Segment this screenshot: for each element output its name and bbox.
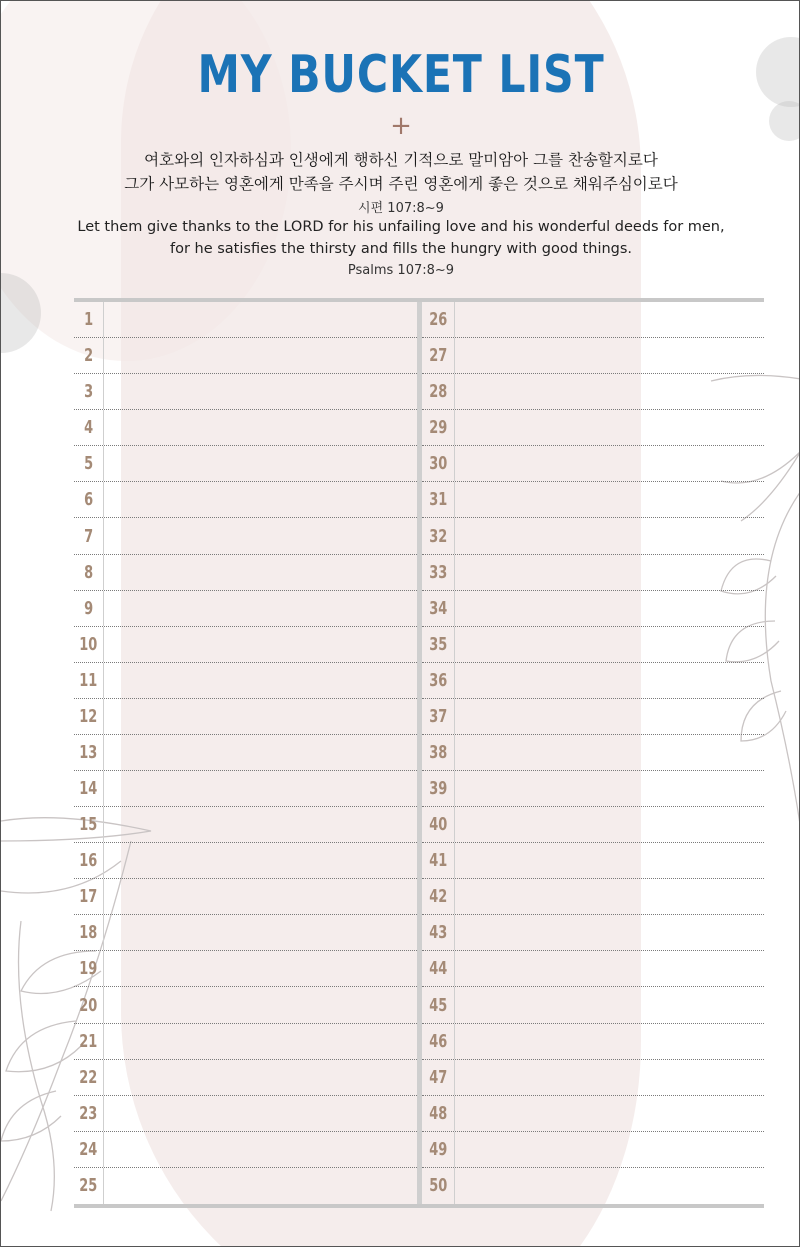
item-number bbox=[74, 518, 104, 553]
item-number bbox=[74, 735, 104, 770]
item-number bbox=[422, 1096, 455, 1131]
item-number bbox=[422, 374, 455, 409]
write-line[interactable] bbox=[453, 410, 764, 445]
write-line[interactable] bbox=[105, 807, 417, 842]
item-number-label: 1 bbox=[83, 309, 94, 331]
item-number bbox=[74, 1096, 104, 1131]
list-item bbox=[422, 410, 764, 446]
write-line[interactable] bbox=[453, 1060, 764, 1095]
item-number-label: 39 bbox=[428, 778, 448, 800]
write-line[interactable] bbox=[453, 591, 764, 626]
write-line[interactable] bbox=[453, 1132, 764, 1167]
item-number bbox=[422, 987, 455, 1022]
item-number bbox=[74, 338, 104, 373]
write-line[interactable] bbox=[105, 555, 417, 590]
item-number-label: 47 bbox=[428, 1066, 448, 1088]
item-number-label: 33 bbox=[428, 561, 448, 583]
list-item bbox=[422, 735, 764, 771]
item-number bbox=[74, 663, 104, 698]
verse-korean-line2: 그가 사모하는 영혼에게 만족을 주시며 주린 영혼에게 좋은 것으로 채워주심이로다 bbox=[124, 175, 678, 193]
list-item bbox=[422, 1096, 764, 1132]
write-line[interactable] bbox=[105, 1132, 417, 1167]
list-item bbox=[74, 843, 417, 879]
item-number bbox=[422, 518, 455, 553]
item-number-label: 22 bbox=[79, 1066, 98, 1088]
item-number-label: 11 bbox=[79, 669, 98, 691]
list-item bbox=[74, 807, 417, 843]
write-line[interactable] bbox=[105, 663, 417, 698]
write-line[interactable] bbox=[453, 807, 764, 842]
item-number bbox=[422, 302, 455, 337]
item-number bbox=[74, 482, 104, 517]
list-item bbox=[422, 374, 764, 410]
item-number bbox=[74, 915, 104, 950]
item-number-label: 2 bbox=[83, 345, 94, 367]
write-line[interactable] bbox=[453, 915, 764, 950]
item-number-label: 36 bbox=[428, 669, 448, 691]
item-number-label: 19 bbox=[79, 958, 98, 980]
write-line[interactable] bbox=[453, 951, 764, 986]
write-line[interactable] bbox=[105, 302, 417, 337]
list-item bbox=[74, 627, 417, 663]
write-line[interactable] bbox=[453, 879, 764, 914]
list-item bbox=[422, 591, 764, 627]
write-line[interactable] bbox=[105, 699, 417, 734]
item-number-label: 23 bbox=[79, 1102, 98, 1124]
write-line[interactable] bbox=[453, 663, 764, 698]
write-line[interactable] bbox=[453, 699, 764, 734]
item-number bbox=[74, 1024, 104, 1059]
verse-english-line1: Let them give thanks to the LORD for his unfailing love and his wonderful deeds for men, bbox=[77, 219, 725, 235]
write-line[interactable] bbox=[453, 302, 764, 337]
left-column bbox=[74, 302, 417, 1204]
item-number-label: 4 bbox=[83, 417, 94, 439]
write-line[interactable] bbox=[105, 915, 417, 950]
item-number-label: 13 bbox=[79, 741, 98, 763]
right-column bbox=[422, 302, 764, 1204]
item-number-label: 15 bbox=[79, 814, 98, 836]
list-item bbox=[422, 879, 764, 915]
item-number-label: 49 bbox=[428, 1138, 448, 1160]
write-line[interactable] bbox=[105, 735, 417, 770]
write-line[interactable] bbox=[453, 446, 764, 481]
item-number bbox=[74, 699, 104, 734]
item-number bbox=[74, 627, 104, 662]
item-number bbox=[74, 410, 104, 445]
write-line[interactable] bbox=[105, 627, 417, 662]
list-item bbox=[74, 1132, 417, 1168]
list-item bbox=[74, 555, 417, 591]
item-number-label: 41 bbox=[428, 850, 448, 872]
write-line[interactable] bbox=[105, 591, 417, 626]
list-item bbox=[422, 699, 764, 735]
item-number bbox=[422, 446, 455, 481]
item-number bbox=[74, 879, 104, 914]
item-number bbox=[422, 1132, 455, 1167]
write-line[interactable] bbox=[105, 374, 417, 409]
verse-korean-line1: 여호와의 인자하심과 인생에게 행하신 기적으로 말미암아 그를 찬송할지로다 bbox=[144, 151, 658, 169]
item-number-label: 8 bbox=[83, 561, 94, 583]
item-number-label: 34 bbox=[428, 597, 448, 619]
item-number bbox=[74, 302, 104, 337]
list-item bbox=[74, 771, 417, 807]
write-line[interactable] bbox=[105, 1024, 417, 1059]
list-item bbox=[422, 338, 764, 374]
item-number-label: 48 bbox=[428, 1102, 448, 1124]
list-item bbox=[422, 915, 764, 951]
item-number-label: 7 bbox=[83, 525, 94, 547]
item-number bbox=[422, 699, 455, 734]
item-number bbox=[74, 987, 104, 1022]
item-number bbox=[422, 1168, 455, 1204]
write-line[interactable] bbox=[105, 843, 417, 878]
item-number bbox=[422, 771, 455, 806]
list-item bbox=[422, 1132, 764, 1168]
list-item bbox=[422, 518, 764, 554]
item-number-label: 12 bbox=[79, 705, 98, 727]
item-number bbox=[422, 663, 455, 698]
table-bottom-border bbox=[74, 1204, 764, 1208]
write-line[interactable] bbox=[453, 735, 764, 770]
item-number-label: 38 bbox=[428, 741, 448, 763]
list-item bbox=[422, 843, 764, 879]
item-number-label: 31 bbox=[428, 489, 448, 511]
list-item bbox=[74, 482, 417, 518]
item-number-label: 50 bbox=[428, 1175, 448, 1197]
list-item bbox=[74, 374, 417, 410]
item-number-label: 5 bbox=[83, 453, 94, 475]
list-item bbox=[74, 591, 417, 627]
item-number bbox=[74, 771, 104, 806]
list-item bbox=[422, 1168, 764, 1204]
list-item bbox=[74, 1168, 417, 1204]
list-item bbox=[422, 771, 764, 807]
list-item bbox=[422, 663, 764, 699]
item-number bbox=[74, 374, 104, 409]
item-number bbox=[422, 627, 455, 662]
item-number-label: 28 bbox=[428, 381, 448, 403]
item-number bbox=[74, 1132, 104, 1167]
write-line[interactable] bbox=[453, 338, 764, 373]
list-item bbox=[74, 446, 417, 482]
write-line[interactable] bbox=[453, 518, 764, 553]
item-number bbox=[74, 807, 104, 842]
list-item bbox=[74, 1096, 417, 1132]
list-item bbox=[422, 482, 764, 518]
write-line[interactable] bbox=[105, 987, 417, 1022]
list-item bbox=[422, 951, 764, 987]
list-item bbox=[74, 1060, 417, 1096]
item-number bbox=[422, 1024, 455, 1059]
item-number-label: 42 bbox=[428, 886, 448, 908]
verse-korean-reference: 시편 107:8~9 bbox=[358, 201, 444, 216]
item-number-label: 32 bbox=[428, 525, 448, 547]
item-number bbox=[422, 1060, 455, 1095]
list-item bbox=[422, 807, 764, 843]
write-line[interactable] bbox=[105, 446, 417, 481]
list-item bbox=[422, 302, 764, 338]
item-number-label: 30 bbox=[428, 453, 448, 475]
item-number bbox=[422, 951, 455, 986]
item-number-label: 35 bbox=[428, 633, 448, 655]
item-number-label: 20 bbox=[79, 994, 98, 1016]
write-line[interactable] bbox=[105, 1060, 417, 1095]
write-line[interactable] bbox=[453, 1024, 764, 1059]
item-number-label: 17 bbox=[79, 886, 98, 908]
write-line[interactable] bbox=[105, 1096, 417, 1131]
item-number bbox=[422, 807, 455, 842]
item-number bbox=[74, 1060, 104, 1095]
write-line[interactable] bbox=[105, 338, 417, 373]
item-number-label: 18 bbox=[79, 922, 98, 944]
list-item bbox=[74, 951, 417, 987]
item-number bbox=[422, 482, 455, 517]
list-item bbox=[74, 735, 417, 771]
write-line[interactable] bbox=[105, 410, 417, 445]
item-number bbox=[74, 951, 104, 986]
write-line[interactable] bbox=[453, 627, 764, 662]
decor-dot-large bbox=[756, 37, 800, 107]
item-number-label: 9 bbox=[83, 597, 94, 619]
item-number bbox=[74, 446, 104, 481]
list-item bbox=[422, 1024, 764, 1060]
write-line[interactable] bbox=[453, 482, 764, 517]
item-number bbox=[422, 735, 455, 770]
item-number-label: 26 bbox=[428, 309, 448, 331]
item-number-label: 16 bbox=[79, 850, 98, 872]
item-number-label: 10 bbox=[79, 633, 98, 655]
item-number-label: 43 bbox=[428, 922, 448, 944]
verse-english-reference: Psalms 107:8~9 bbox=[347, 263, 455, 278]
item-number-label: 44 bbox=[428, 958, 448, 980]
write-line[interactable] bbox=[453, 374, 764, 409]
write-line[interactable] bbox=[453, 1096, 764, 1131]
item-number bbox=[422, 879, 455, 914]
list-item bbox=[74, 1024, 417, 1060]
item-number-label: 46 bbox=[428, 1030, 448, 1052]
item-number bbox=[422, 915, 455, 950]
write-line[interactable] bbox=[105, 482, 417, 517]
list-item bbox=[422, 446, 764, 482]
item-number bbox=[422, 591, 455, 626]
list-item bbox=[74, 987, 417, 1023]
list-item bbox=[74, 879, 417, 915]
item-number bbox=[74, 591, 104, 626]
item-number-label: 27 bbox=[428, 345, 448, 367]
write-line[interactable] bbox=[453, 987, 764, 1022]
list-item bbox=[74, 410, 417, 446]
list-item bbox=[422, 987, 764, 1023]
write-line[interactable] bbox=[105, 771, 417, 806]
item-number bbox=[422, 555, 455, 590]
write-line[interactable] bbox=[105, 951, 417, 986]
list-item bbox=[422, 627, 764, 663]
item-number-label: 25 bbox=[79, 1175, 98, 1197]
item-number-label: 6 bbox=[83, 489, 94, 511]
page-title: MY BUCKET LIST bbox=[197, 45, 605, 105]
list-item bbox=[74, 338, 417, 374]
item-number bbox=[74, 843, 104, 878]
item-number bbox=[422, 843, 455, 878]
item-number-label: 40 bbox=[428, 814, 448, 836]
list-item bbox=[422, 1060, 764, 1096]
item-number-label: 37 bbox=[428, 705, 448, 727]
write-line[interactable] bbox=[453, 1168, 764, 1204]
write-line[interactable] bbox=[105, 879, 417, 914]
list-item bbox=[74, 663, 417, 699]
list-item bbox=[74, 302, 417, 338]
item-number-label: 29 bbox=[428, 417, 448, 439]
list-item bbox=[74, 699, 417, 735]
list-item bbox=[74, 518, 417, 554]
list-item bbox=[74, 915, 417, 951]
item-number bbox=[74, 1168, 104, 1204]
write-line[interactable] bbox=[105, 1168, 417, 1204]
write-line[interactable] bbox=[453, 843, 764, 878]
list-item bbox=[422, 555, 764, 591]
write-line[interactable] bbox=[453, 771, 764, 806]
write-line[interactable] bbox=[105, 518, 417, 553]
item-number-label: 14 bbox=[79, 778, 98, 800]
item-number bbox=[422, 410, 455, 445]
item-number bbox=[74, 555, 104, 590]
verse-english-line2: for he satisfies the thirsty and fills the hungry with good things. bbox=[169, 241, 633, 257]
plus-divider: + bbox=[390, 111, 412, 141]
bucket-list-table bbox=[74, 298, 764, 1211]
write-line[interactable] bbox=[453, 555, 764, 590]
item-number bbox=[422, 338, 455, 373]
item-number-label: 24 bbox=[79, 1138, 98, 1160]
item-number-label: 21 bbox=[79, 1030, 98, 1052]
item-number-label: 45 bbox=[428, 994, 448, 1016]
item-number-label: 3 bbox=[83, 381, 94, 403]
